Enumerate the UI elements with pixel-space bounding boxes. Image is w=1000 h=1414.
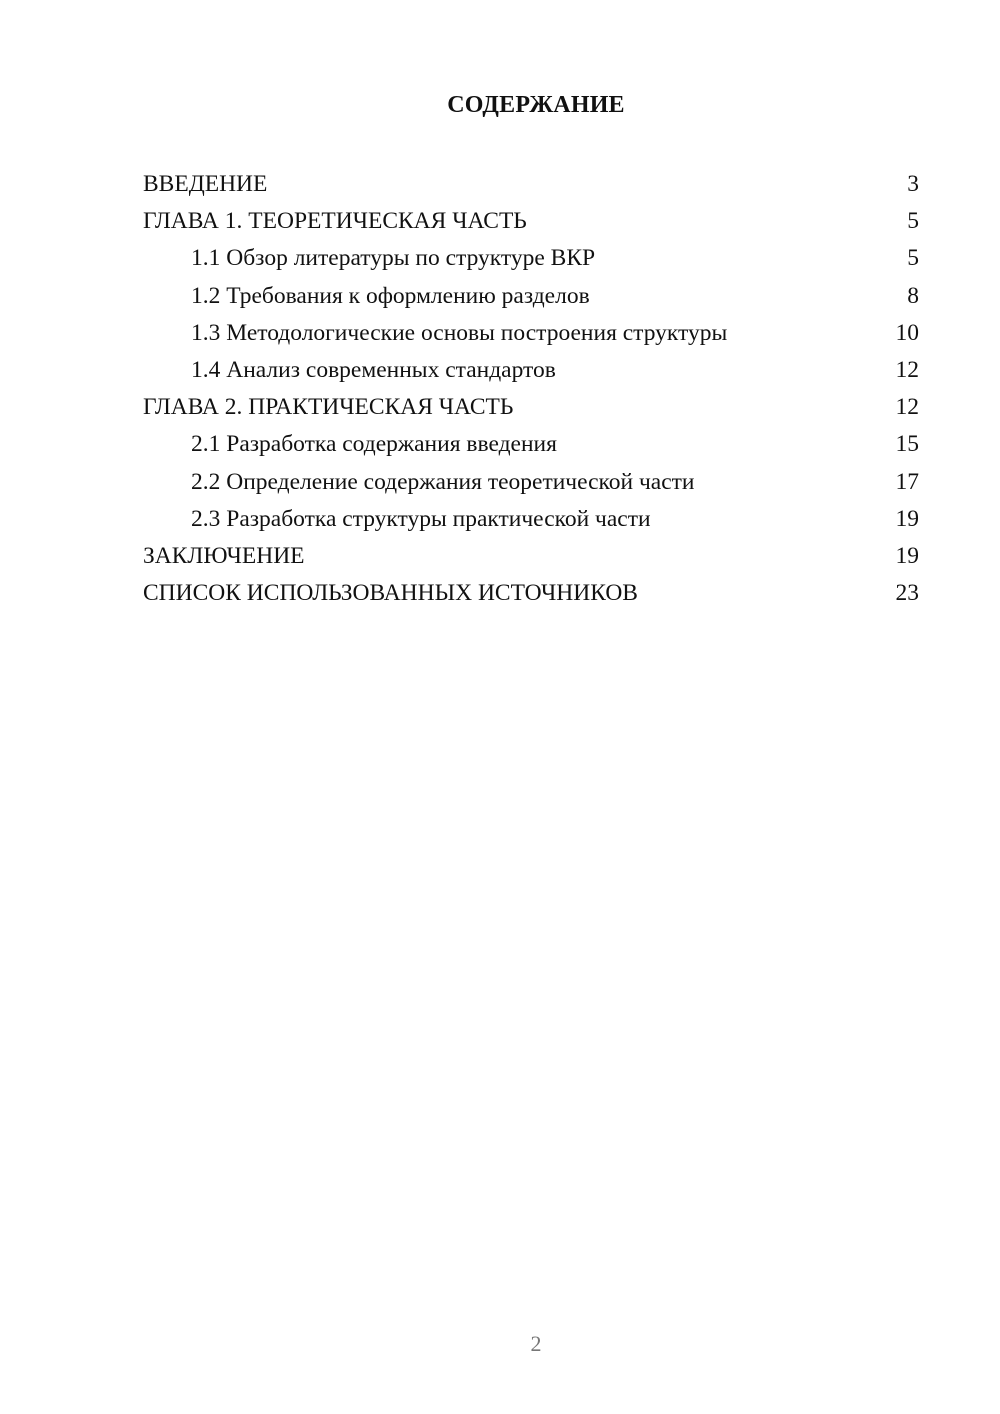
page-number: 2 xyxy=(530,1331,542,1356)
toc-entry-label: СПИСОК ИСПОЛЬЗОВАННЫХ ИСТОЧНИКОВ xyxy=(143,580,638,607)
toc-entry-introduction[interactable] xyxy=(143,166,919,203)
toc-entry-page: 5 xyxy=(907,245,919,272)
toc-entry-section-2-1[interactable] xyxy=(143,426,919,463)
toc-entry-section-1-3[interactable] xyxy=(143,315,919,352)
toc-entry-label: 1.4 Анализ современных стандартов xyxy=(191,356,556,383)
toc-entry-section-2-2[interactable] xyxy=(143,464,919,501)
toc-entry-label: 2.3 Разработка структуры практической части xyxy=(191,505,651,532)
toc-entry-page: 23 xyxy=(895,580,919,607)
toc-entry-page: 19 xyxy=(895,505,919,532)
toc-entry-section-1-4[interactable] xyxy=(143,352,919,389)
toc-entry-page: 3 xyxy=(907,171,919,197)
toc-entry-label: 1.1 Обзор литературы по структуре ВКР xyxy=(191,245,596,272)
toc-entry-chapter-1[interactable] xyxy=(143,203,919,240)
toc-entry-chapter-2[interactable] xyxy=(143,389,919,426)
toc-entry-page: 8 xyxy=(907,282,919,309)
toc-entry-conclusion[interactable] xyxy=(143,538,919,575)
toc-entry-page: 15 xyxy=(895,431,919,458)
toc-title: СОДЕРЖАНИЕ xyxy=(447,92,625,118)
toc-entry-label: ГЛАВА 2. ПРАКТИЧЕСКАЯ ЧАСТЬ xyxy=(143,394,514,421)
toc-entry-label: ГЛАВА 1. ТЕОРЕТИЧЕСКАЯ ЧАСТЬ xyxy=(143,208,527,235)
toc-entry-references[interactable] xyxy=(143,575,919,612)
toc-entry-label: ЗАКЛЮЧЕНИЕ xyxy=(143,542,305,569)
toc-entry-page: 19 xyxy=(895,542,919,569)
toc-entry-page: 12 xyxy=(895,394,919,421)
toc-entry-section-1-2[interactable] xyxy=(143,278,919,315)
toc-entry-section-2-3[interactable] xyxy=(143,501,919,538)
toc-entry-section-1-1[interactable] xyxy=(143,240,919,277)
toc-entry-label: ВВЕДЕНИЕ xyxy=(143,171,268,197)
toc-entry-label: 2.2 Определение содержания теоретической части xyxy=(191,468,695,495)
toc-entry-label: 1.3 Методологические основы построения структуры xyxy=(191,319,728,346)
table-of-contents xyxy=(143,166,919,612)
toc-entry-page: 17 xyxy=(895,468,919,495)
toc-entry-page: 5 xyxy=(907,208,919,235)
toc-entry-page: 12 xyxy=(895,356,919,383)
toc-entry-label: 1.2 Требования к оформлению разделов xyxy=(191,282,590,309)
toc-entry-label: 2.1 Разработка содержания введения xyxy=(191,431,557,458)
toc-entry-page: 10 xyxy=(895,319,919,346)
